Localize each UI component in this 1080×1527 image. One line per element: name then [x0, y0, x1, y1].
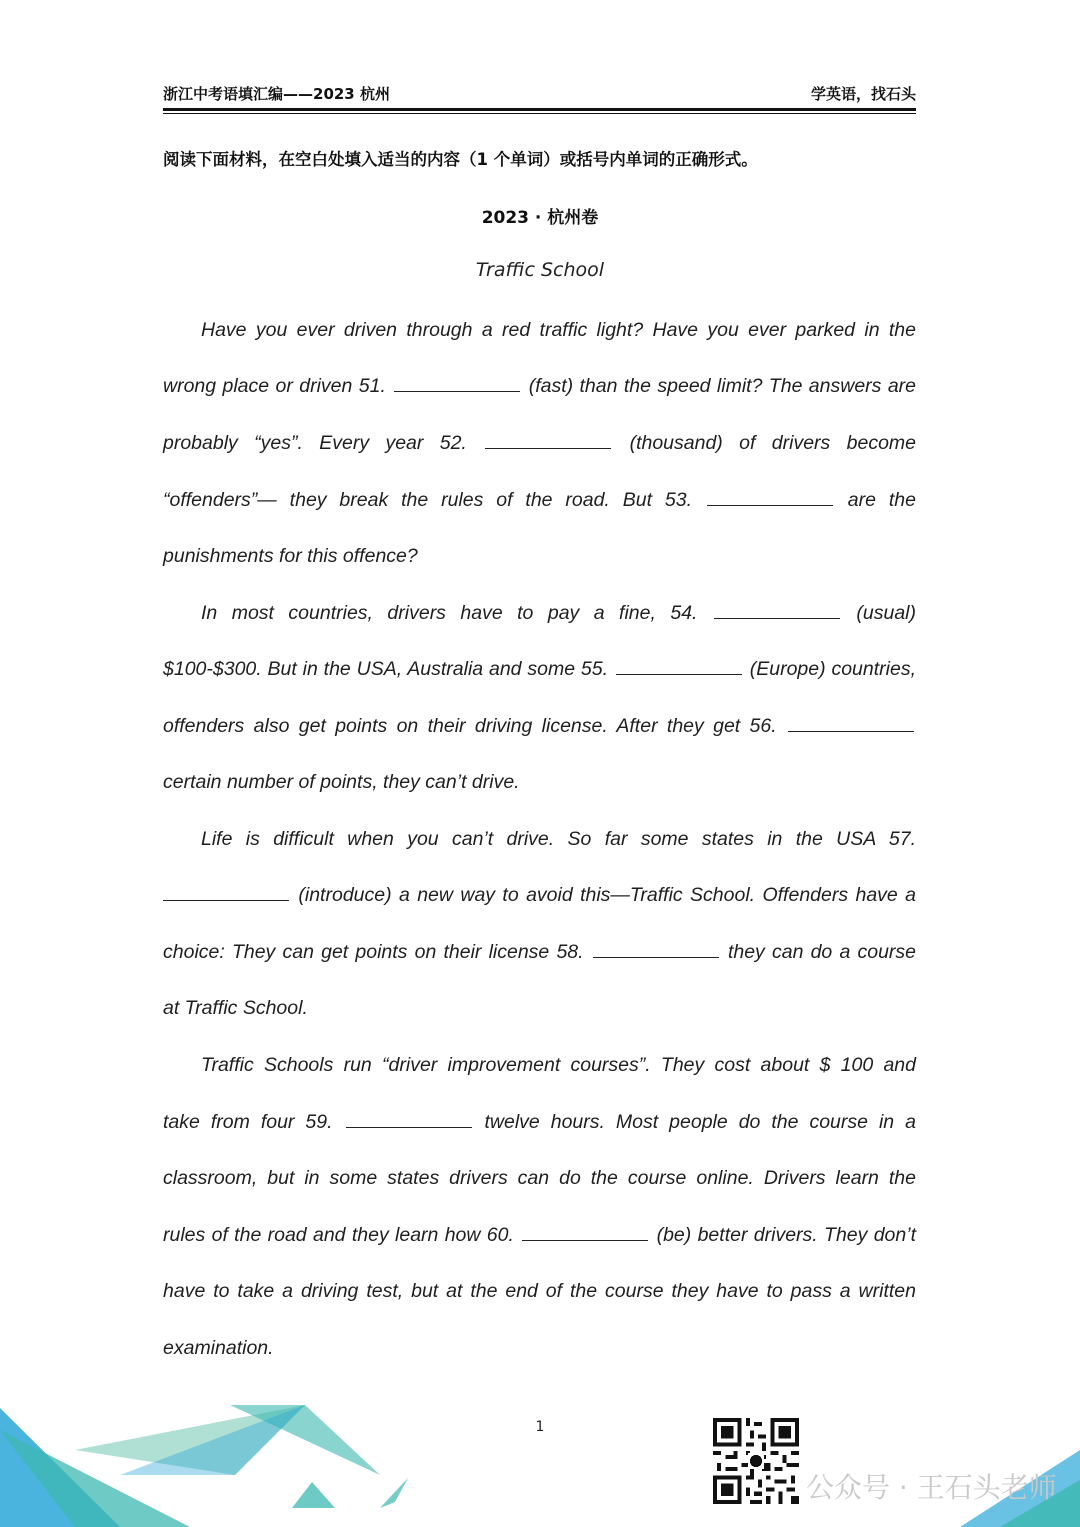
passage-title: Traffic School: [475, 259, 605, 281]
passage-line: probably “yes”. Every year 52. (thousand) of drivers become: [163, 432, 917, 454]
instruction-text: 阅读下面材料，在空白处填入适当的内容（1 个单词）或括号内单词的正确形式。: [163, 150, 758, 169]
qr-code-icon: [713, 1418, 799, 1504]
passage-line: In most countries, drivers have to pay a fine, 54. (usual): [201, 602, 917, 624]
passage-line: choice: They can get points on their license 58. they can do a course: [163, 941, 917, 963]
header-rule-thin: [163, 113, 916, 114]
watermark-text: 公众号 · 王石头老师: [806, 1471, 1057, 1504]
answer-blank-59[interactable]: [346, 1109, 472, 1128]
passage-line: have to take a driving test, but at the end of the course they have to pass a written: [163, 1280, 916, 1302]
passage-line: at Traffic School.: [163, 997, 308, 1019]
passage-line: classroom, but in some states drivers can do the course online. Drivers learn the: [163, 1167, 916, 1189]
answer-blank-58[interactable]: [593, 939, 719, 958]
passage-line: examination.: [163, 1337, 274, 1359]
header-rule-thick: [163, 108, 916, 111]
answer-blank-56[interactable]: [788, 713, 914, 732]
answer-blank-55[interactable]: [616, 656, 742, 675]
exam-subtitle: 2023 · 杭州卷: [481, 208, 599, 228]
answer-blank-60[interactable]: [522, 1222, 648, 1241]
answer-blank-51[interactable]: [394, 373, 520, 392]
passage-line: take from four 59. twelve hours. Most people do the course in a: [163, 1111, 916, 1133]
page-number: 1: [535, 1419, 545, 1435]
answer-blank-52[interactable]: [485, 430, 611, 449]
footer-decoration: [0, 1390, 1080, 1527]
answer-blank-57[interactable]: [163, 882, 289, 901]
passage-line: (introduce) a new way to avoid this—Traffic School. Offenders have a: [163, 880, 916, 910]
passage-line: punishments for this offence?: [163, 545, 418, 567]
header-slogan: 学英语，找石头: [810, 85, 916, 103]
passage-line: wrong place or driven 51. (fast) than the speed limit? The answers are: [163, 375, 916, 397]
passage-line: Have you ever driven through a red traffic light? Have you ever parked in the: [201, 319, 916, 341]
passage-line: rules of the road and they learn how 60. (be) better drivers. They don’t: [163, 1224, 916, 1246]
passage-line: certain number of points, they can’t drive.: [163, 771, 520, 793]
answer-blank-54[interactable]: [714, 600, 840, 619]
passage-line: Traffic Schools run “driver improvement courses”. They cost about $ 100 and: [201, 1054, 916, 1076]
passage-line: Life is difficult when you can’t drive. So far some states in the USA 57.: [201, 828, 916, 850]
passage-line: offenders also get points on their driving license. After they get 56.: [163, 711, 916, 741]
passage-line: $100-$300. But in the USA, Australia and some 55. (Europe) countries,: [163, 658, 916, 680]
passage-line: “offenders”— they break the rules of the road. But 53. are the: [163, 489, 916, 511]
answer-blank-53[interactable]: [707, 487, 833, 506]
header-title: 浙江中考语填汇编——2023 杭州: [163, 85, 390, 103]
